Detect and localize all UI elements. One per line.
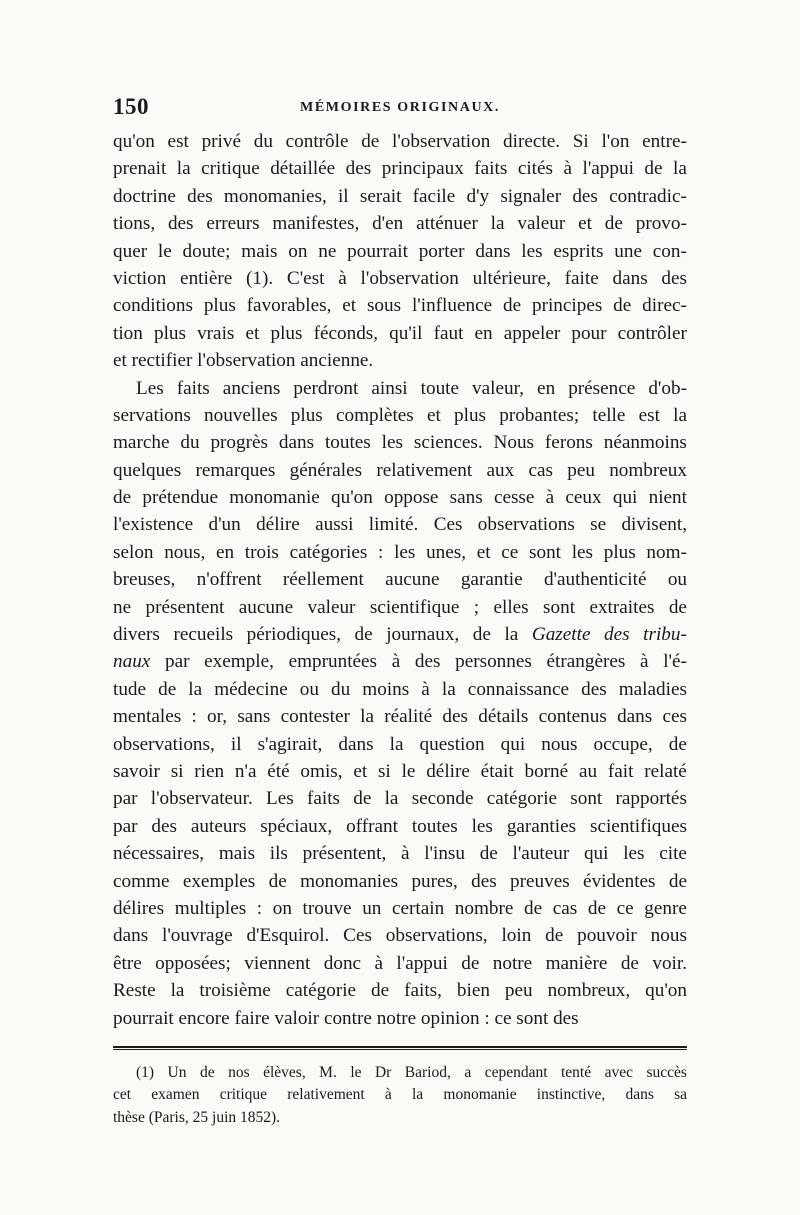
page-number: 150: [113, 94, 149, 119]
page-header: [113, 92, 687, 126]
running-head: MÉMOIRES ORIGINAUX.: [300, 100, 500, 115]
body-line: prenait la critique détaillée des principaux faits cités à l'appui de la: [113, 158, 687, 180]
body-line: par l'observateur. Les faits de la seconde catégorie sont rapportés: [113, 788, 687, 810]
body-line: quelques remarques générales relativement aux cas peu nombreux: [113, 459, 687, 481]
body-line: naux par exemple, empruntées à des personnes étrangères à l'é-: [113, 651, 687, 673]
body-line: mentales : or, sans contester la réalité des détails contenus dans ces: [113, 706, 687, 728]
body-line: qu'on est privé du contrôle de l'observation directe. Si l'on entre-: [113, 131, 687, 152]
body-line: viction entière (1). C'est à l'observation ultérieure, faite dans des: [113, 267, 687, 289]
footnote-line: (1) Un de nos élèves, M. le Dr Bariod, a cependant tenté avec succès: [136, 1063, 687, 1081]
body-line: nécessaires, mais ils présentent, à l'insu de l'auteur qui les cite: [113, 843, 687, 865]
body-line: dans l'ouvrage d'Esquirol. Ces observations, loin de pouvoir nous: [113, 925, 687, 947]
body-line: de prétendue monomanie qu'on oppose sans cesse à ceux qui nient: [113, 487, 687, 509]
body-line: breuses, n'offrent réellement aucune garantie d'authenticité ou: [113, 569, 687, 591]
body-line: savoir si rien n'a été omis, et si le délire était borné au fait relaté: [113, 760, 687, 782]
body-line: doctrine des monomanies, il serait facile d'y signaler des contradic-: [113, 185, 687, 207]
body-line: tions, des erreurs manifestes, d'en atténuer la valeur et de provo-: [113, 213, 687, 235]
body-line: observations, il s'agirait, dans la question qui nous occupe, de: [113, 733, 687, 755]
body-line: et rectifier l'observation ancienne.: [113, 350, 374, 372]
body-line: conditions plus favorables, et sous l'influence de principes de direc-: [113, 295, 687, 317]
body-line: comme exemples de monomanies pures, des preuves évidentes de: [113, 870, 687, 892]
body-line: servations nouvelles plus complètes et plus probantes; telle est la: [113, 404, 687, 426]
book-page: [113, 92, 687, 1129]
footnote-line: thèse (Paris, 25 juin 1852).: [113, 1108, 281, 1126]
body-line: selon nous, en trois catégories : les unes, et ce sont les plus nom-: [113, 541, 687, 563]
body-line: délires multiples : on trouve un certain nombre de cas de ce genre: [113, 897, 687, 919]
body-line: être opposées; viennent donc à l'appui de notre manière de voir.: [113, 952, 687, 974]
body-line: tion plus vrais et plus féconds, qu'il faut en appeler pour contrôler: [113, 322, 687, 344]
body-line: pourrait encore faire valoir contre notre opinion : ce sont des: [113, 1007, 579, 1029]
body-line: par des auteurs spéciaux, offrant toutes les garanties scientifiques: [113, 815, 687, 837]
body-line: Les faits anciens perdront ainsi toute valeur, en présence d'ob-: [136, 377, 687, 399]
footnote: [113, 1062, 687, 1130]
body-line: l'existence d'un délire aussi limité. Ces observations se divisent,: [113, 514, 687, 536]
body-line: Reste la troisième catégorie de faits, bien peu nombreux, qu'on: [113, 980, 687, 1002]
body-line: ne présentent aucune valeur scientifique ; elles sont extraites de: [113, 596, 687, 618]
body-line: quer le doute; mais on ne pourrait porter dans les esprits une con-: [113, 240, 687, 262]
footnote-separator: [113, 1046, 687, 1050]
body-line: divers recueils périodiques, de journaux, de la Gazette des tribu-: [113, 624, 687, 646]
body-line: tude de la médecine ou du moins à la connaissance des maladies: [113, 678, 687, 700]
body-text: [113, 128, 687, 1032]
body-line: marche du progrès dans toutes les sciences. Nous ferons néanmoins: [113, 432, 687, 454]
footnote-line: cet examen critique relativement à la monomanie instinctive, dans sa: [113, 1086, 687, 1104]
